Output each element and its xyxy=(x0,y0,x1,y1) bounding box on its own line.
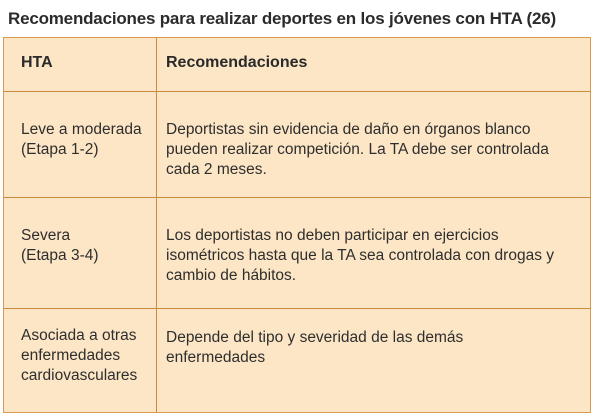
cell-line: cardiovasculares xyxy=(21,367,138,384)
cell-line: (Etapa 1-2) xyxy=(21,141,99,158)
row-divider xyxy=(4,308,590,309)
cell-line: cambio de hábitos. xyxy=(166,267,297,284)
table-row-2-hta xyxy=(21,226,153,266)
cell-line: isométricos hasta que la TA sea controlada con drogas y xyxy=(166,247,555,264)
row-divider xyxy=(4,197,590,198)
table-row-2-recomendacion xyxy=(166,226,586,286)
cell-line: Los deportistas no deben participar en ejercicios xyxy=(166,227,499,244)
cell-line: Depende del tipo y severidad de las demás xyxy=(166,329,464,346)
cell-line: cada 2 meses. xyxy=(166,161,267,178)
table-row-3-recomendacion xyxy=(166,328,586,368)
cell-line: pueden realizar competición. La TA debe ser controlada xyxy=(166,141,549,158)
table-row-1-recomendacion xyxy=(166,120,586,180)
cell-line: enfermedades xyxy=(21,347,121,364)
table-row-3-hta xyxy=(21,326,153,386)
cell-line: Deportistas sin evidencia de daño en órganos blanco xyxy=(166,121,531,138)
header-hta: HTA xyxy=(21,54,53,71)
cell-line: (Etapa 3-4) xyxy=(21,247,99,264)
recommendations-table xyxy=(3,37,591,413)
header-recomendaciones: Recomendaciones xyxy=(166,54,308,71)
cell-line: Severa xyxy=(21,227,71,244)
cell-line: Leve a moderada xyxy=(21,121,142,138)
cell-line: enfermedades xyxy=(166,349,266,366)
cell-line: Asociada a otras xyxy=(21,327,137,344)
header-divider xyxy=(4,91,590,92)
page-title: Recomendaciones para realizar deportes en los jóvenes con HTA (26) xyxy=(8,9,556,28)
table-row-1-hta xyxy=(21,120,153,160)
column-divider xyxy=(156,38,157,412)
